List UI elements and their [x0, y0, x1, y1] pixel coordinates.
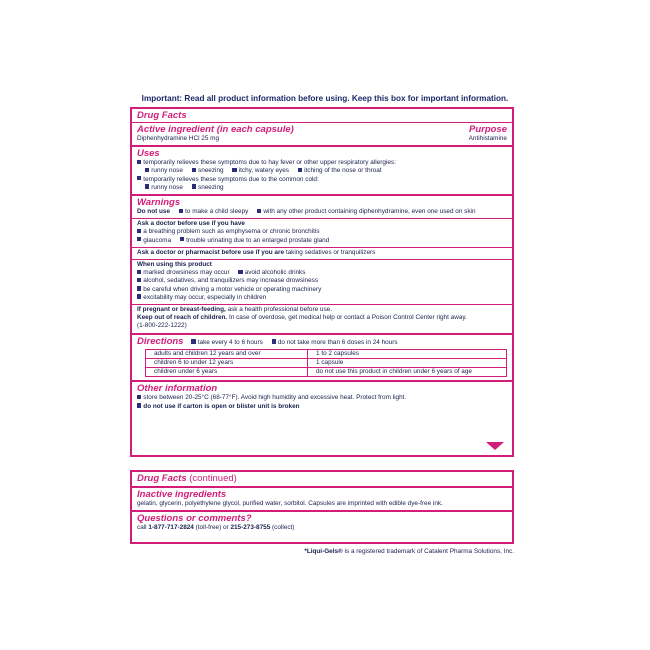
do-not-use-label: Do not use: [137, 208, 171, 216]
dose-cell: 1 to 2 capsules: [308, 349, 507, 358]
trademark-text: is a registered trademark of Catalent Pharma Solutions, Inc.: [344, 548, 514, 555]
questions-section: [132, 510, 512, 534]
bullet-icon: [145, 184, 149, 188]
symptom: sneezing: [198, 167, 224, 175]
bullet-icon: [191, 339, 195, 343]
direction-item: do not take more than 6 doses in 24 hours: [277, 338, 398, 346]
warning-item: glaucoma: [143, 236, 172, 244]
bullet-icon: [298, 168, 302, 172]
bullet-icon: [137, 270, 141, 274]
bullet-icon: [137, 229, 141, 233]
ask-doctor-label: Ask a doctor before use if you have: [137, 220, 245, 228]
tollfree-number: 1-877-717-2824: [148, 524, 194, 532]
age-cell: adults and children 12 years and over: [146, 349, 308, 358]
bullet-icon: [272, 339, 276, 343]
warning-item: avoid alcoholic drinks: [244, 269, 306, 277]
symptom: runny nose: [151, 167, 183, 175]
important-notice: Important: Read all product information before using. Keep this box for important information.: [141, 94, 509, 103]
warning-item: be careful when driving a motor vehicle or operating machinery: [143, 285, 322, 293]
warnings-heading: Warnings: [137, 197, 181, 209]
warnings-section: [132, 194, 512, 333]
pregnant-text: ask a health professional before use.: [227, 306, 333, 314]
directions-heading: Directions: [137, 335, 184, 347]
bullet-icon: [238, 270, 242, 274]
call-prefix: call: [137, 524, 147, 532]
trademark-brand: *Liqui-Gels®: [304, 548, 343, 555]
direction-item: take every 4 to 6 hours: [197, 338, 263, 346]
table-row: [146, 359, 507, 368]
other-info-heading: Other information: [137, 383, 218, 395]
drug-facts-continued-panel: [130, 470, 514, 544]
purpose-heading: Purpose: [468, 124, 507, 135]
warning-item: a breathing problem such as emphysema or chronic bronchitis: [143, 228, 320, 236]
warning-item: to make a child sleepy: [185, 208, 249, 216]
warning-item: with any other product containing diphenhydramine, even one used on skin: [263, 208, 476, 216]
bullet-icon: [137, 294, 141, 298]
uses-section: [132, 145, 512, 194]
warning-item: marked drowsiness may occur: [143, 269, 230, 277]
bullet-icon: [192, 184, 196, 188]
drug-facts-title: Drug Facts: [137, 473, 187, 484]
inactive-ingredients-section: [132, 486, 512, 510]
age-cell: children 6 to under 12 years: [146, 359, 308, 368]
drug-facts-panel: [130, 107, 514, 457]
keep-out-text: In case of overdose, get medical help or contact a Poison Control Center right away.: [228, 314, 467, 322]
symptom: itching of the nose or throat: [304, 167, 382, 175]
when-using-label: When using this product: [137, 261, 212, 269]
dose-cell: 1 capsule: [308, 359, 507, 368]
bullet-icon: [137, 395, 141, 399]
bullet-icon: [137, 160, 141, 164]
bullet-icon: [145, 168, 149, 172]
directions-table: [145, 349, 507, 378]
dose-cell: do not use this product in children under 6 years of age: [308, 368, 507, 377]
ask-pharmacist-text: taking sedatives or tranquilizers: [285, 248, 376, 256]
other-info-item: do not use if carton is open or blister unit is broken: [143, 402, 300, 410]
uses-line: temporarily relieves these symptoms due to hay fever or other upper respiratory allergies:: [143, 159, 396, 167]
directions-section: [132, 333, 512, 381]
bullet-icon: [137, 403, 141, 407]
purpose-value: Antihistamine: [468, 135, 507, 142]
bullet-icon: [179, 209, 183, 213]
tollfree-label: (toll-free) or: [195, 524, 229, 532]
age-cell: children under 6 years: [146, 368, 308, 377]
bullet-icon: [257, 209, 261, 213]
active-ingredient-value: Diphenhydramine HCl 25 mg: [137, 135, 220, 142]
pregnant-label: If pregnant or breast-feeding,: [137, 306, 226, 314]
bullet-icon: [192, 168, 196, 172]
collect-label: (collect): [272, 524, 295, 532]
continued-arrow-icon: [486, 442, 504, 450]
keep-out-label: Keep out of reach of children.: [137, 314, 228, 322]
table-row: [146, 349, 507, 358]
drug-facts-title: Drug Facts: [137, 110, 187, 121]
continued-label: (continued): [189, 473, 237, 484]
bullet-icon: [137, 237, 141, 241]
bullet-icon: [137, 286, 141, 290]
inactive-ingredients-heading: Inactive ingredients: [137, 489, 227, 500]
symptom: itchy, watery eyes: [238, 167, 289, 175]
symptom: sneezing: [198, 183, 224, 191]
collect-number: 215-273-8755: [230, 524, 271, 532]
bullet-icon: [232, 168, 236, 172]
bullet-icon: [180, 237, 184, 241]
poison-control-phone: (1-800-222-1222): [137, 322, 187, 330]
symptom: runny nose: [151, 183, 183, 191]
table-row: [146, 368, 507, 377]
bullet-icon: [137, 176, 141, 180]
other-info-item: store between 20-25°C (68-77°F). Avoid high humidity and excessive heat. Protect from light.: [143, 394, 407, 402]
inactive-ingredients-text: gelatin, glycerin, polyethylene glycol, purified water, sorbitol. Capsules are imprinted with edible dye-free ink.: [137, 500, 443, 507]
other-info-section: [132, 380, 512, 412]
warning-item: excitability may occur, especially in children: [143, 293, 267, 301]
warning-item: alcohol, sedatives, and tranquilizers may increase drowsiness: [143, 277, 319, 285]
questions-heading: Questions or comments?: [137, 513, 252, 525]
bullet-icon: [137, 278, 141, 282]
uses-line: temporarily relieves these symptoms due to the common cold:: [143, 175, 319, 183]
ask-pharmacist-label: Ask a doctor or pharmacist before use if you are: [137, 248, 285, 256]
active-ingredient-heading: Active ingredient (in each capsule): [137, 124, 294, 135]
active-ingredient-section: [132, 109, 512, 145]
warning-item: trouble urinating due to an enlarged prostate gland: [186, 236, 330, 244]
trademark-note: [130, 548, 514, 555]
uses-heading: Uses: [137, 148, 160, 160]
